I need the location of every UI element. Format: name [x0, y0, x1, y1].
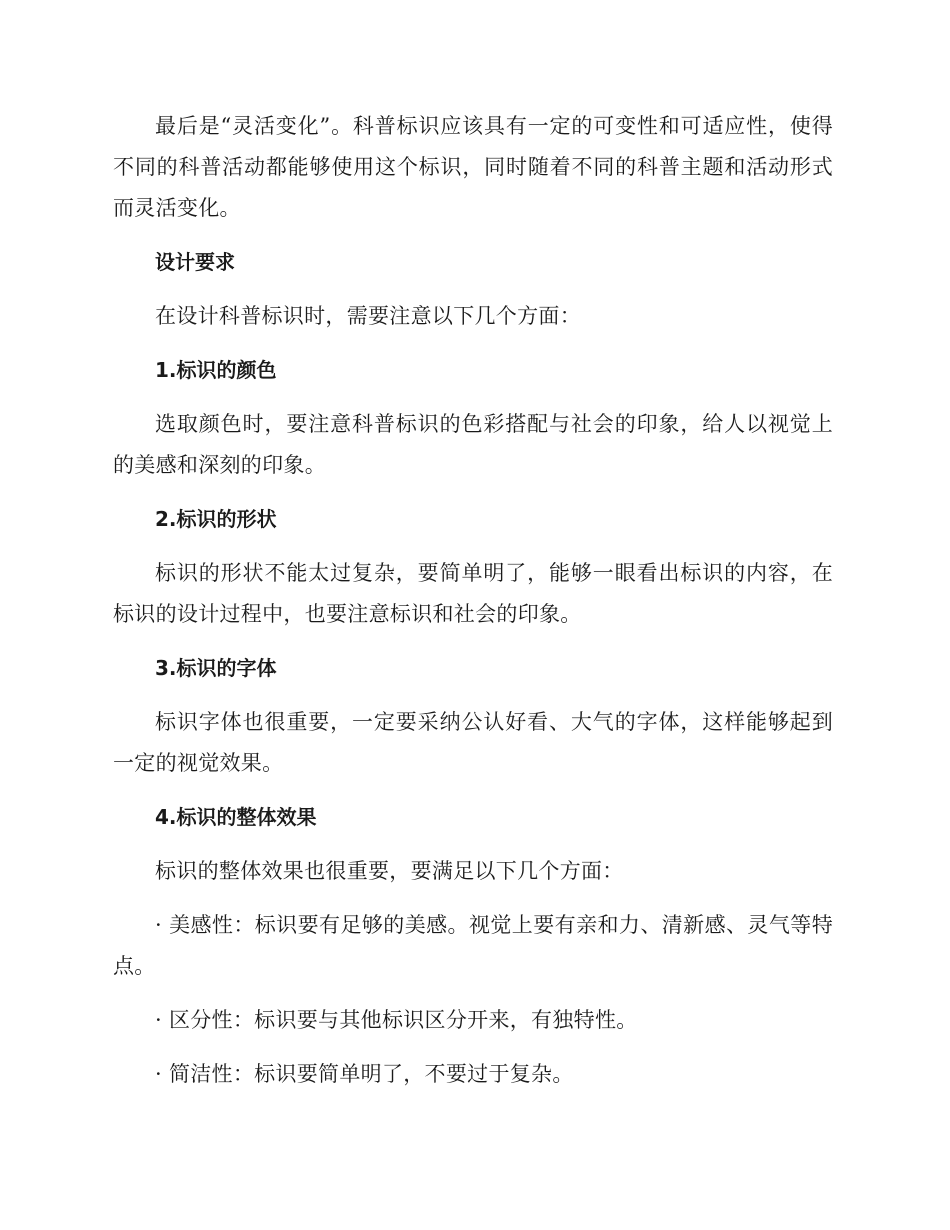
bullet-distinctiveness: · 区分性：标识要与其他标识区分开来，有独特性。	[155, 1008, 638, 1032]
paragraph-logo-color: 选取颜色时，要注意科普标识的色彩搭配与社会的印象，给人以视觉上的美感和深刻的印象。	[113, 412, 833, 477]
bullet-simplicity: · 简洁性：标识要简单明了，不要过于复杂。	[155, 1062, 574, 1086]
heading-logo-color: 1.标识的颜色	[155, 358, 277, 382]
bullet-aesthetic: · 美感性：标识要有足够的美感。视觉上要有亲和力、清新感、灵气等特点。	[113, 913, 833, 978]
paragraph-overall-effect: 标识的整体效果也很重要，要满足以下几个方面：	[155, 859, 624, 883]
document-page	[113, 106, 833, 1108]
heading-logo-font: 3.标识的字体	[155, 656, 277, 680]
heading-overall-effect: 4.标识的整体效果	[155, 805, 317, 829]
paragraph-flexible-change: 最后是“灵活变化”。科普标识应该具有一定的可变性和可适应性，使得不同的科普活动都能够使用这个标识，同时随着不同的科普主题和活动形式而灵活变化。	[113, 114, 833, 220]
heading-design-requirements: 设计要求	[155, 250, 235, 274]
paragraph-logo-shape: 标识的形状不能太过复杂，要简单明了，能够一眼看出标识的内容，在标识的设计过程中，也要注意标识和社会的印象。	[113, 561, 833, 626]
paragraph-design-intro: 在设计科普标识时，需要注意以下几个方面：	[155, 304, 581, 328]
paragraph-logo-font: 标识字体也很重要，一定要采纳公认好看、大气的字体，这样能够起到一定的视觉效果。	[113, 710, 833, 775]
heading-logo-shape: 2.标识的形状	[155, 507, 277, 531]
